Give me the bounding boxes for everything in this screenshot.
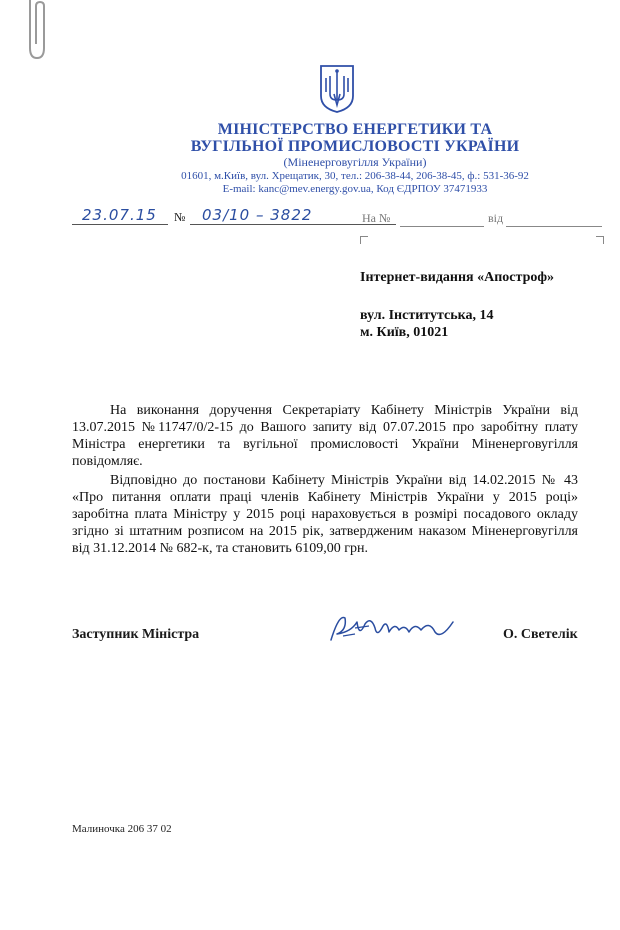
ministry-name-line2: ВУГІЛЬНОЇ ПРОМИСЛОВОСТІ УКРАЇНИ [190, 138, 520, 155]
trident-emblem-icon [318, 64, 356, 114]
letter-body [72, 402, 578, 559]
paper-clip-icon [22, 0, 52, 62]
date-underline [72, 224, 168, 225]
ministry-short-name: (Міненерговугілля України) [283, 155, 427, 169]
ministry-address: 01601, м.Київ, вул. Хрещатик, 30, тел.: 206-38-44, 206-38-45, ф.: 531-36-92 [181, 170, 529, 182]
incoming-date-label: від [488, 211, 504, 225]
executor-contact: Малиночка 206 37 02 [72, 823, 172, 835]
signatory-position: Заступник Міністра [72, 627, 200, 642]
ministry-contacts [150, 170, 560, 196]
letterhead [150, 121, 560, 169]
address-corner-left [360, 236, 368, 244]
outgoing-date: 23.07.15 [82, 206, 157, 224]
recipient-name: Інтернет-видання «Апостроф» [360, 270, 555, 285]
address-corner-right [596, 236, 604, 244]
ministry-name-line1: МІНІСТЕРСТВО ЕНЕРГЕТИКИ ТА [217, 121, 493, 138]
incoming-date-line [506, 226, 602, 227]
number-sign-label: № [174, 210, 186, 224]
signatory-name: О. Светелік [503, 627, 578, 642]
incoming-number-label: На № [362, 211, 391, 225]
outgoing-number: 03/10 – 3822 [202, 206, 313, 224]
handwritten-signature [325, 610, 465, 650]
ministry-email-code: E-mail: kanc@mev.energy.gov.ua, Код ЄДРПОУ 37471933 [222, 183, 488, 195]
body-paragraph-1: На виконання доручення Секретаріату Кабінету Міністрів України від 13.07.2015 №11747/0/2-15 до Вашого запиту від 07.07.2015 про заробітну плату Міністра енергетики та вугільної промисловості України Міненерговугілля повідомляє. [72, 403, 578, 469]
recipient-street: вул. Інститутська, 14 [360, 308, 494, 323]
incoming-number-line [400, 226, 484, 227]
body-paragraph-2: Відповідно до постанови Кабінету Міністрів України від 14.02.2015 № 43 «Про питання оплати праці членів Кабінету Міністрів України у 2015 році» заробітна плата Міністру у 2015 році нараховується в розмірі посадового окладу згідно зі штатним розписом на 2015 рік, затвердженим наказом Міненерговугілля від 31.12.2014 № 682-к, та становить 6109,00 грн. [72, 473, 578, 556]
recipient-city: м. Київ, 01021 [360, 325, 449, 340]
